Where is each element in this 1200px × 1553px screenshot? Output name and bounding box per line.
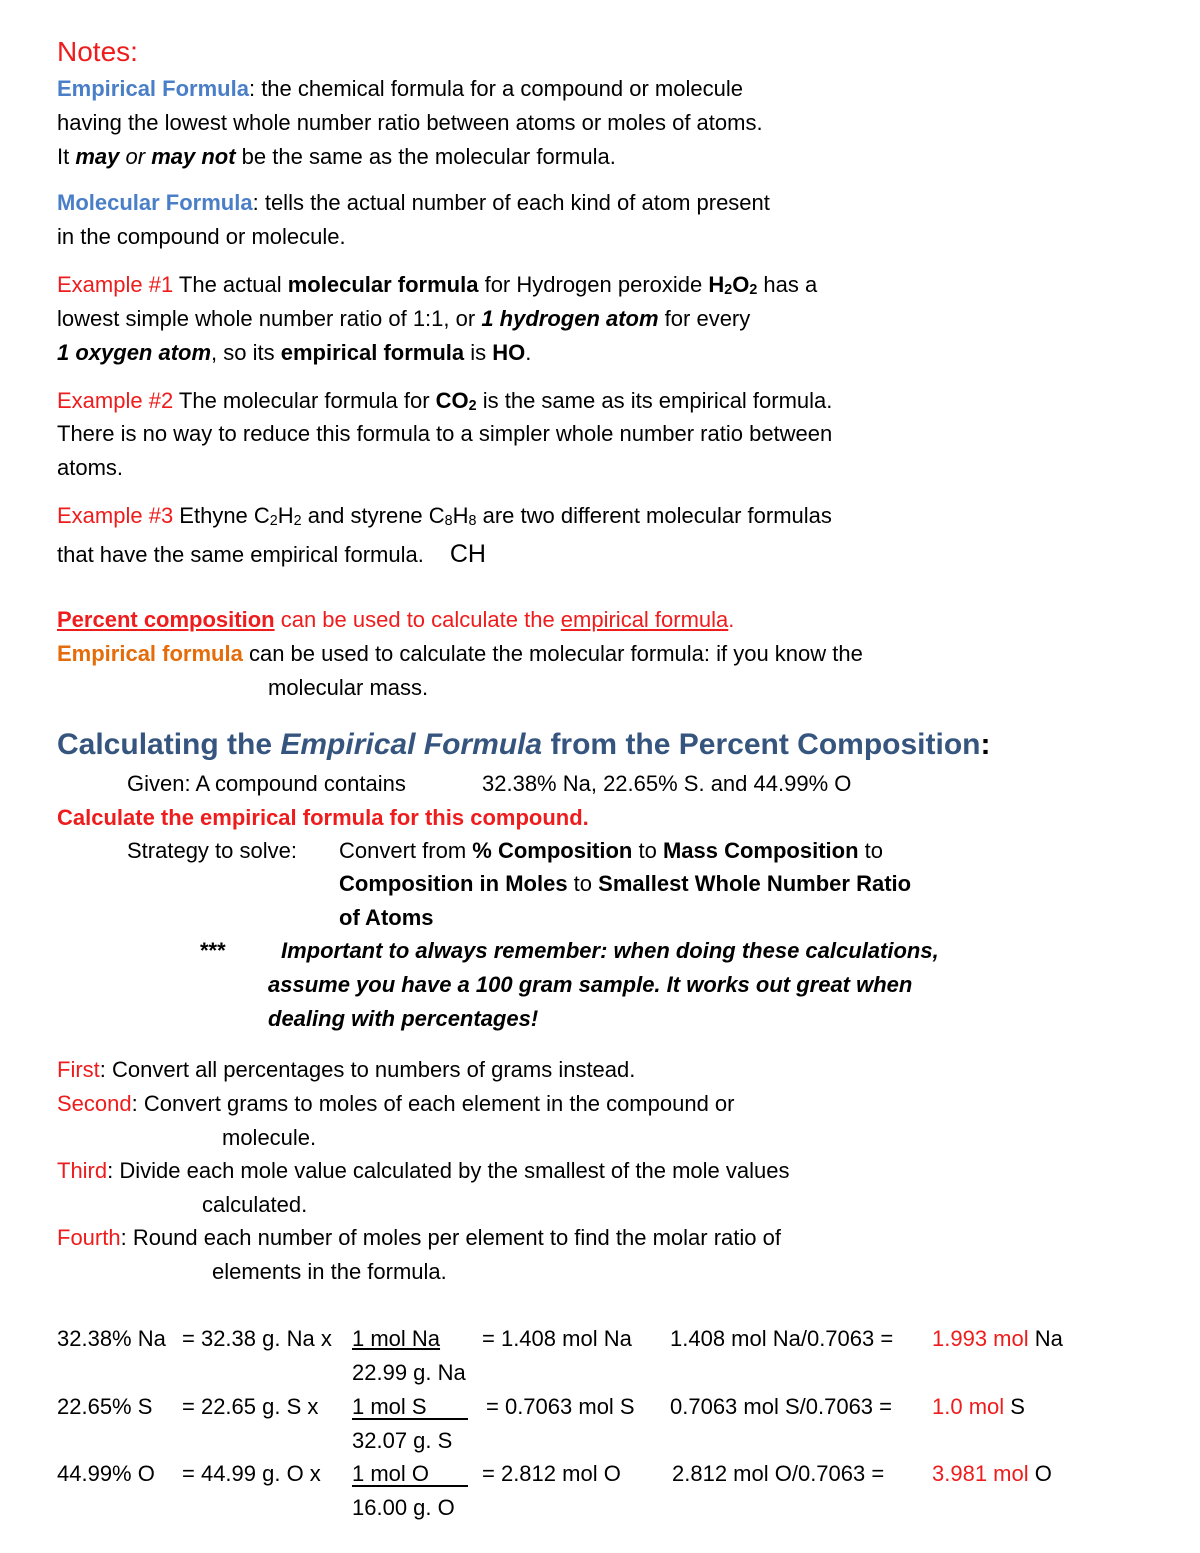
molecular-definition-line1: Molecular Formula: tells the actual number of each kind of atom present	[57, 190, 770, 215]
given-line: Given: A compound contains	[127, 771, 406, 796]
calc-o-denominator: 16.00 g. O	[352, 1495, 455, 1520]
calc-o-division: 2.812 mol O/0.7063 =	[672, 1461, 885, 1486]
calc-o-grams: = 44.99 g. O x	[182, 1461, 321, 1486]
calc-na-division: 1.408 mol Na/0.7063 =	[670, 1326, 894, 1351]
calc-instruction: Calculate the empirical formula for this compound.	[57, 805, 589, 830]
step-second-cont: molecule.	[222, 1125, 317, 1150]
example3-line2: that have the same empirical formula. CH	[57, 540, 486, 568]
given-values: 32.38% Na, 22.65% S. and 44.99% O	[482, 771, 852, 796]
example1-line2: lowest simple whole number ratio of 1:1, or 1 hydrogen atom for every	[57, 306, 751, 331]
strategy-line2: Composition in Moles to Smallest Whole Number Ratio	[339, 871, 912, 896]
empirical-term: Empirical Formula	[57, 76, 249, 101]
step-second: Second: Convert grams to moles of each element in the compound or	[57, 1091, 735, 1116]
calc-na-moles: = 1.408 mol Na	[482, 1326, 632, 1351]
example2-line1: Example #2 The molecular formula for $CO_2$ is the same as its empirical formula.	[57, 388, 833, 415]
h2o2-formula: $H_2O_2$	[708, 272, 758, 299]
step-third: Third: Divide each mole value calculated by the smallest of the mole values	[57, 1158, 790, 1183]
calc-o-numerator: 1 mol O	[352, 1463, 468, 1487]
strategy-line1: Convert from % Composition to Mass Composition to	[339, 838, 883, 863]
molecular-definition-line2: in the compound or molecule.	[57, 224, 346, 249]
calc-o-moles: = 2.812 mol O	[482, 1461, 621, 1486]
calc-na-grams: = 32.38 g. Na x	[182, 1326, 332, 1351]
empirical-definition-line2: having the lowest whole number ratio between atoms or moles of atoms.	[57, 110, 763, 135]
example3-line1: Example #3 Ethyne $C_2H_2$ and styrene $C_8H_8$ are two different molecular formulas	[57, 503, 832, 530]
important-stars: ***	[200, 938, 226, 963]
calc-na-result: 1.993 mol Na	[932, 1326, 1063, 1351]
calc-s-division: 0.7063 mol S/0.7063 =	[670, 1394, 892, 1419]
empirical-definition-line1: Empirical Formula: the chemical formula for a compound or molecule	[57, 76, 743, 101]
empirical-definition-line3: It may or may not be the same as the molecular formula.	[57, 144, 616, 169]
step-fourth: Fourth: Round each number of moles per element to find the molar ratio of	[57, 1225, 781, 1250]
calc-s-numerator: 1 mol S	[352, 1396, 468, 1420]
important-line3: dealing with percentages!	[268, 1006, 539, 1031]
strategy-line3: of Atoms	[339, 905, 434, 930]
example1-line1: Example #1 The actual molecular formula for Hydrogen peroxide $H_2O_2$ has a	[57, 272, 818, 299]
example1-label: Example #1	[57, 272, 174, 297]
step-third-cont: calculated.	[202, 1192, 308, 1217]
important-line2: assume you have a 100 gram sample. It works out great when	[268, 972, 913, 997]
molecular-term: Molecular Formula	[57, 190, 253, 215]
example2-label: Example #2	[57, 388, 174, 413]
empirical-formula-line1: Empirical formula can be used to calculate the molecular formula: if you know the	[57, 641, 863, 666]
notes-title: Notes:	[57, 36, 138, 67]
empirical-formula-line2: molecular mass.	[268, 675, 429, 700]
example3-label: Example #3	[57, 503, 174, 528]
section-heading: Calculating the Empirical Formula from the Percent Composition:	[57, 728, 991, 761]
calc-o-result: 3.981 mol O	[932, 1461, 1052, 1486]
percent-composition-line: Percent composition can be used to calculate the empirical formula.	[57, 607, 735, 632]
example2-line3: atoms.	[57, 455, 124, 480]
calc-na-numerator: 1 mol Na	[352, 1326, 441, 1351]
example2-line2: There is no way to reduce this formula to a simpler whole number ratio between	[57, 421, 833, 446]
calc-na-denominator: 22.99 g. Na	[352, 1360, 466, 1385]
step-fourth-cont: elements in the formula.	[212, 1259, 447, 1284]
step-first: First: Convert all percentages to numbers of grams instead.	[57, 1057, 636, 1082]
important-line1: Important to always remember: when doing these calculations,	[281, 938, 939, 963]
calc-o-percent: 44.99% O	[57, 1461, 155, 1486]
calc-s-moles: = 0.7063 mol S	[486, 1394, 635, 1419]
calc-na-percent: 32.38% Na	[57, 1326, 166, 1351]
strategy-label: Strategy to solve:	[127, 838, 297, 863]
ch-formula: CH	[449, 540, 486, 568]
co2-formula: $CO_2$	[435, 388, 477, 415]
calc-s-percent: 22.65% S	[57, 1394, 153, 1419]
example1-line3: 1 oxygen atom, so its empirical formula is HO.	[57, 340, 532, 365]
calc-s-grams: = 22.65 g. S x	[182, 1394, 319, 1419]
calc-s-denominator: 32.07 g. S	[352, 1428, 453, 1453]
calc-s-result: 1.0 mol S	[932, 1394, 1025, 1419]
